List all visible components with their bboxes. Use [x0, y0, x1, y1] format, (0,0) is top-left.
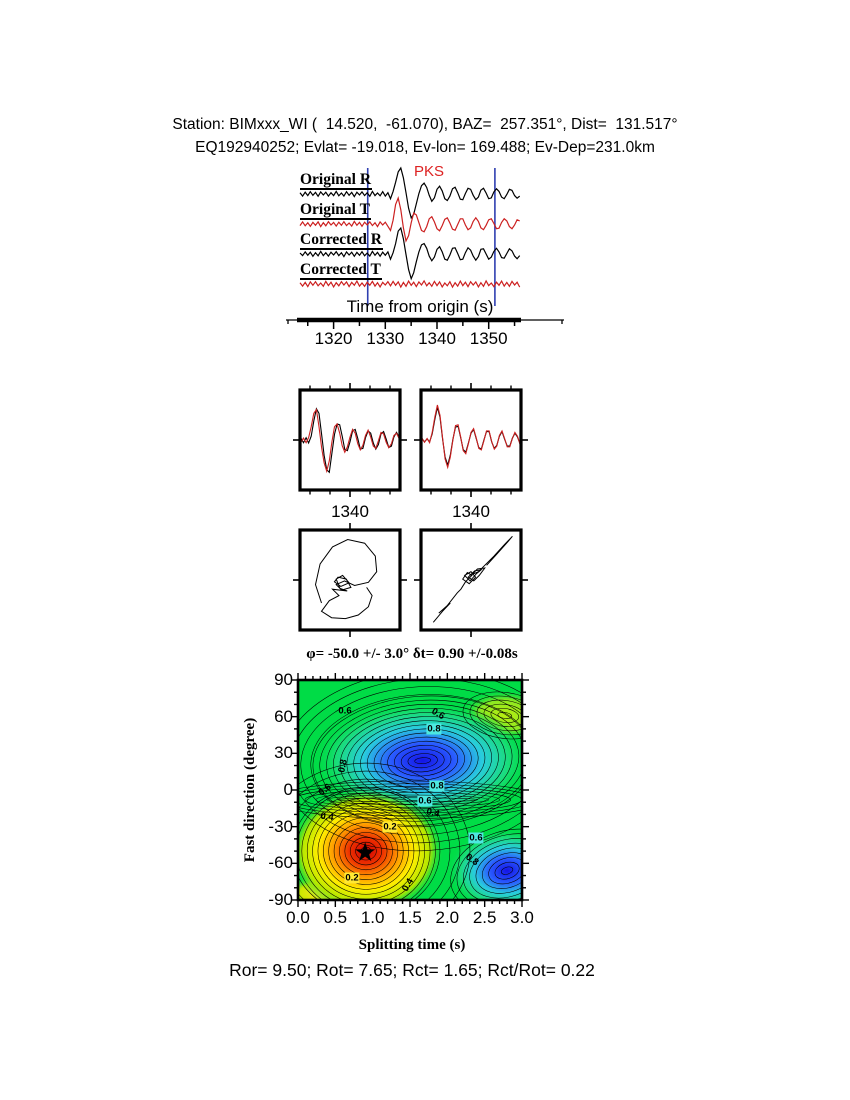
- time-tick-label: 1330: [366, 329, 405, 348]
- trace-label-original-r: Original R: [300, 171, 372, 188]
- contour-y-tick-label: 30: [274, 743, 293, 763]
- contour-title: φ= -50.0 +/- 3.0° δt= 0.90 +/-0.08s: [306, 646, 518, 662]
- contour-x-tick-label: 0.0: [286, 908, 310, 927]
- station-header-line: Station: BIMxxx_WI ( 14.520, -61.070), BAZ= 257.351°, Dist= 131.517°: [172, 116, 678, 133]
- contour-y-axis-title: Fast direction (degree): [242, 717, 258, 863]
- contour-y-tick-label: -30: [268, 816, 293, 836]
- contour-value-label: 0.6: [469, 832, 483, 844]
- contour-x-tick-label: 3.0: [510, 908, 534, 927]
- contour-x-axis-title: Splitting time (s): [358, 937, 466, 953]
- contour-value-labels: [298, 680, 522, 900]
- contour-y-tick-label: -60: [268, 853, 293, 873]
- box-border: [421, 390, 521, 490]
- contour-value-label: 0.6: [429, 705, 447, 723]
- contour-value-label: 0.8: [336, 758, 350, 774]
- contour-y-tick-label: 90: [274, 670, 293, 689]
- best-fit-star: ★: [353, 837, 377, 868]
- time-axis-title: Time from origin (s): [346, 297, 494, 316]
- particle-motion-original: [292, 522, 408, 638]
- contour-value-label: 0.2: [345, 872, 359, 884]
- box-trace: [422, 405, 520, 467]
- contour-x-tick-label: 1.5: [398, 908, 422, 927]
- contour-value-label: 0.6: [338, 705, 352, 717]
- phase-label-pks: PKS: [414, 163, 445, 180]
- splitting-statistics: Ror= 9.50; Rot= 7.65; Rct= 1.65; Rct/Rot= 0.22: [229, 960, 595, 980]
- time-tick-label: 1340: [418, 329, 456, 348]
- time-tick-label: 1350: [469, 329, 508, 348]
- contour-value-label: 0.6: [316, 781, 334, 799]
- box-tick-label-right: 1340: [452, 502, 490, 521]
- contour-value-label: 0.2: [383, 821, 397, 833]
- trace-label-corrected-r: Corrected R: [300, 231, 382, 248]
- contour-value-label: 0.4: [399, 876, 417, 894]
- event-header-line: EQ192940252; Evlat= -19.018, Ev-lon= 169.488; Ev-Dep=231.0km: [195, 139, 655, 156]
- contour-y-tick-label: 0: [283, 779, 293, 799]
- contour-x-tick-label: 2.5: [472, 908, 497, 927]
- box-trace: [422, 407, 520, 465]
- time-tick-label: 1320: [314, 329, 353, 348]
- particle-motion-path: [433, 536, 512, 622]
- box-border: [300, 530, 400, 630]
- trace-label-corrected-t: Corrected T: [300, 261, 381, 278]
- box-tick-label-left: 1340: [331, 502, 369, 521]
- contour-x-tick-label: 0.5: [323, 908, 348, 927]
- waveform-box-corrected: [413, 382, 529, 498]
- contour-value-label: 0.8: [463, 851, 481, 869]
- contour-x-tick-label: 1.0: [360, 908, 385, 927]
- box-trace-group: [301, 409, 399, 473]
- contour-y-tick-label: -90: [268, 889, 293, 909]
- contour-y-tick-label: 60: [274, 706, 293, 726]
- box-trace-group: [422, 405, 520, 467]
- seismogram-trace: [300, 281, 520, 287]
- contour-value-label: 0.6: [418, 795, 432, 807]
- contour-value-label: 0.4: [319, 810, 335, 824]
- box-trace: [301, 409, 399, 473]
- contour-value-label: 0.4: [425, 806, 441, 820]
- particle-motion-path: [316, 540, 377, 619]
- waveform-box-uncorrected: [292, 382, 408, 498]
- contour-x-tick-label: 2.0: [435, 908, 460, 927]
- particle-motion-corrected: [413, 522, 529, 638]
- contour-value-label: 0.8: [427, 723, 441, 735]
- contour-value-label: 0.8: [430, 780, 444, 792]
- trace-label-original-t: Original T: [300, 201, 370, 218]
